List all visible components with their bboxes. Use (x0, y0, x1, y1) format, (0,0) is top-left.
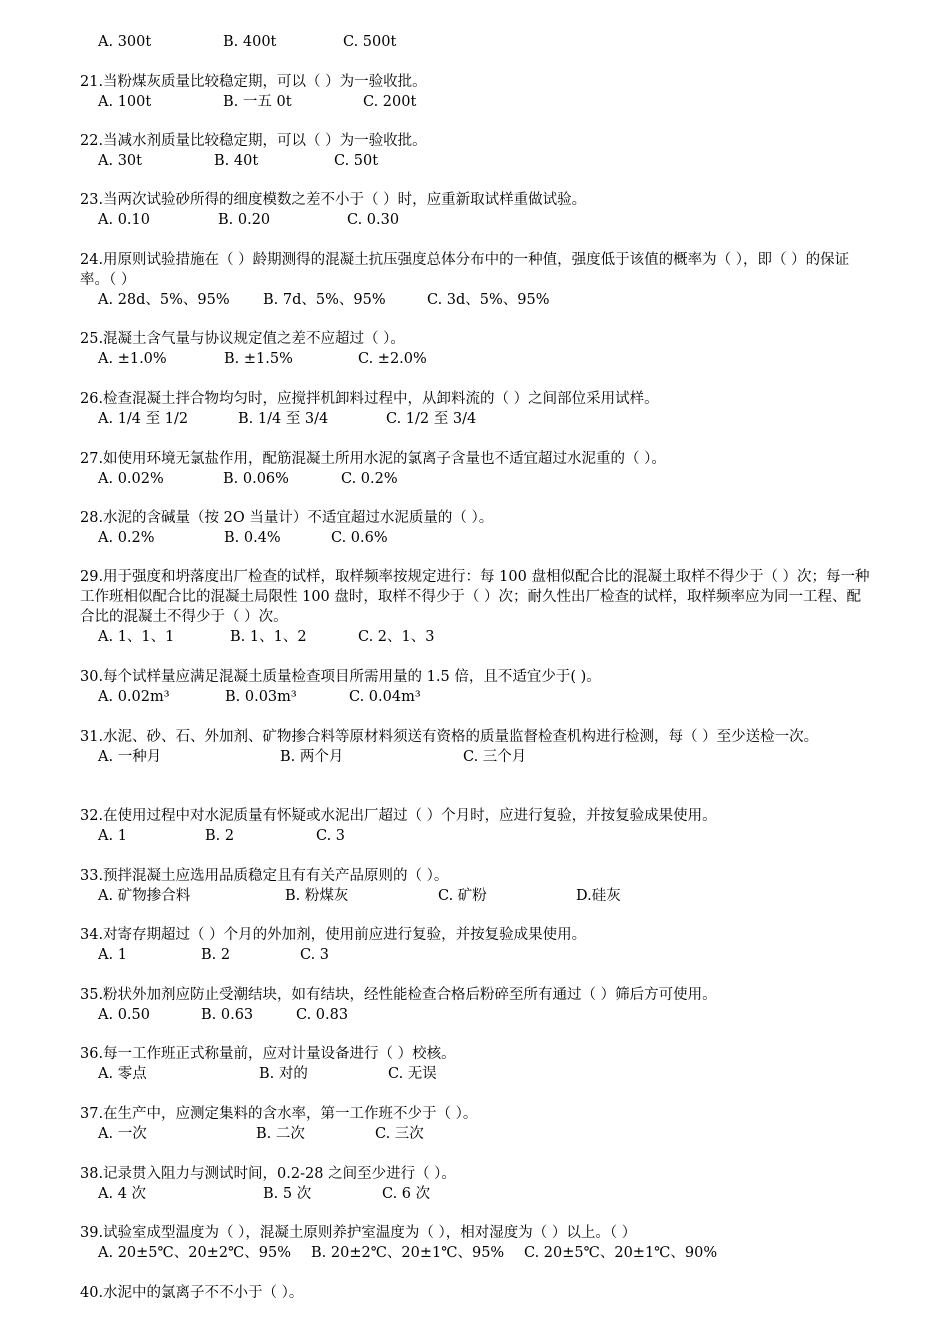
question-stem: 32.在使用过程中对水泥质量有怀疑或水泥出厂超过（ ）个月时，应进行复验，并按复验成果使用。 (80, 808, 717, 824)
question-q35 (80, 985, 875, 1025)
answer-options (80, 1243, 875, 1263)
answer-options (80, 290, 875, 310)
option-c: C. 3 (316, 828, 346, 844)
question-q36 (80, 1044, 875, 1084)
question-q27 (80, 449, 875, 489)
question-stem: 30.每个试样量应满足混凝土质量检查项目所需用量的 1.5 倍，且不适宜少于( )。 (80, 669, 601, 685)
question-stem: 33.预拌混凝土应选用品质稳定且有有关产品原则的（ ）。 (80, 868, 449, 884)
option-b: B. 40t (214, 153, 259, 169)
option-a: A. 一次 (98, 1126, 147, 1142)
option-a: A. 零点 (98, 1066, 147, 1082)
option-b: B. 0.4% (224, 530, 281, 546)
question-stem: 24.用原则试验措施在（ ）龄期测得的混凝土抗压强度总体分布中的一种值，强度低于该值的概率为（ ），即（ ）的保证率。（ ） (80, 252, 850, 288)
option-b: B. 对的 (259, 1066, 308, 1082)
option-c: C. ±2.0% (358, 351, 427, 367)
option-a: A. 20±5℃、20±2℃、95% (98, 1245, 292, 1261)
question-q21 (80, 72, 875, 112)
option-b: B. 两个月 (280, 749, 344, 765)
question-stem: 39.试验室成型温度为（ ），混凝土原则养护室温度为（ ），相对湿度为（ ）以上。（ ） (80, 1225, 637, 1241)
option-b: B. 1、1、2 (230, 629, 307, 645)
question-q29 (80, 567, 875, 647)
option-a: A. 0.02% (98, 471, 164, 487)
answer-options (80, 945, 875, 965)
question-q38 (80, 1164, 875, 1204)
answer-options (80, 409, 875, 429)
question-q37 (80, 1104, 875, 1144)
answer-options (80, 826, 875, 846)
option-c: C. 20±5℃、20±1℃、90% (524, 1245, 718, 1261)
question-stem: 29.用于强度和坍落度出厂检查的试样，取样频率按规定进行：每 100 盘相似配合比的混凝土取样不得少于（ ）次；每一种工作班相似配合比的混凝土局限性 100 盘时，取样不得少于（ ）次；耐久性出厂检查的试样，取样频率应为同一工程、配合比的混凝土不得少于（ ）次。 (80, 569, 870, 625)
question-q30 (80, 667, 875, 707)
option-a: A. 0.50 (98, 1007, 150, 1023)
option-c: C. 1/2 至 3/4 (386, 411, 477, 427)
option-b: B. 5 次 (263, 1186, 312, 1202)
option-c: C. 200t (363, 94, 417, 110)
option-b: B. 0.20 (218, 212, 271, 228)
question-stem: 23.当两次试验砂所得的细度模数之差不小于（ ）时，应重新取试样重做试验。 (80, 192, 587, 208)
answer-options (80, 210, 875, 230)
option-c: C. 500t (343, 34, 397, 50)
question-stem: 40.水泥中的氯离子不不小于（ ）。 (80, 1285, 304, 1301)
question-stem: 26.检查混凝土拌合物均匀时，应搅拌机卸料过程中，从卸料流的（ ）之间部位采用试样。 (80, 391, 659, 407)
option-b: B. 400t (223, 34, 277, 50)
option-c: C. 无误 (388, 1066, 437, 1082)
option-c: C. 矿粉 (438, 888, 487, 904)
question-q39 (80, 1223, 875, 1263)
answer-options (80, 747, 875, 767)
option-c: C. 0.30 (347, 212, 400, 228)
answer-options (80, 151, 875, 171)
option-a: A. 30t (98, 153, 142, 169)
option-c: C. 3d、5%、95% (427, 292, 550, 308)
question-q31 (80, 727, 875, 767)
answer-options (80, 528, 875, 548)
option-d: D.硅灰 (576, 888, 621, 904)
question-q23 (80, 190, 875, 230)
question-stem: 27.如使用环境无氯盐作用，配筋混凝土所用水泥的氯离子含量也不适宜超过水泥重的（ ）。 (80, 451, 666, 467)
option-b: B. 粉煤灰 (285, 888, 349, 904)
answer-options (80, 349, 875, 369)
option-c: C. 三个月 (463, 749, 527, 765)
option-c: C. 6 次 (382, 1186, 431, 1202)
option-b: B. 1/4 至 3/4 (238, 411, 329, 427)
answer-options (80, 1124, 875, 1144)
option-a: A. 1、1、1 (98, 629, 175, 645)
option-a: A. 28d、5%、95% (98, 292, 230, 308)
answer-options (80, 32, 875, 52)
question-stem: 34.对寄存期超过（ ）个月的外加剂，使用前应进行复验，并按复验成果使用。 (80, 927, 587, 943)
answer-options (80, 627, 875, 647)
answer-options (80, 1184, 875, 1204)
option-b: B. 0.03m³ (225, 689, 297, 705)
question-stem: 31.水泥、砂、石、外加剂、矿物掺合料等原材料须送有资格的质量监督检查机构进行检测，每（ ）至少送检一次。 (80, 729, 819, 745)
option-a: A. ±1.0% (98, 351, 167, 367)
option-b: B. 0.06% (223, 471, 289, 487)
option-c: C. 50t (334, 153, 379, 169)
question-q26 (80, 389, 875, 429)
option-b: B. 2 (205, 828, 235, 844)
question-stem: 25.混凝土含气量与协议规定值之差不应超过（ ）。 (80, 331, 405, 347)
question-stem: 38.记录贯入阻力与测试时间，0.2-28 之间至少进行（ ）。 (80, 1166, 456, 1182)
option-c: C. 3 (300, 947, 330, 963)
question-q22 (80, 131, 875, 171)
question-q28 (80, 508, 875, 548)
question-q24 (80, 250, 875, 310)
answer-options (80, 886, 875, 906)
question-stem: 36.每一工作班正式称量前，应对计量设备进行（ ）校核。 (80, 1046, 456, 1062)
option-a: A. 100t (98, 94, 152, 110)
option-a: A. 矿物掺合料 (98, 888, 191, 904)
question-q20-tail (80, 32, 875, 52)
question-stem: 22.当减水剂质量比较稳定期，可以（ ）为一验收批。 (80, 133, 427, 149)
option-a: A. 0.2% (98, 530, 155, 546)
question-stem: 35.粉状外加剂应防止受潮结块，如有结块，经性能检查合格后粉碎至所有通过（ ）筛后方可使用。 (80, 987, 717, 1003)
answer-options (80, 92, 875, 112)
option-b: B. 2 (201, 947, 231, 963)
option-b: B. ±1.5% (224, 351, 293, 367)
option-a: A. 300t (98, 34, 152, 50)
question-stem: 28.水泥的含碱量（按 2O 当量计）不适宜超过水泥质量的（ ）。 (80, 510, 494, 526)
answer-options (80, 687, 875, 707)
question-q34 (80, 925, 875, 965)
option-a: A. 1 (98, 828, 127, 844)
question-q32 (80, 806, 875, 846)
answer-options (80, 469, 875, 489)
option-c: C. 2、1、3 (358, 629, 435, 645)
option-c: C. 三次 (375, 1126, 424, 1142)
question-q33 (80, 866, 875, 906)
option-b: B. 二次 (256, 1126, 305, 1142)
option-b: B. 7d、5%、95% (263, 292, 386, 308)
question-q40 (80, 1283, 875, 1303)
option-a: A. 0.02m³ (98, 689, 170, 705)
option-c: C. 0.6% (331, 530, 388, 546)
option-a: A. 1 (98, 947, 127, 963)
option-c: C. 0.83 (296, 1007, 349, 1023)
answer-options (80, 1005, 875, 1025)
option-a: A. 4 次 (98, 1186, 147, 1202)
question-q25 (80, 329, 875, 369)
option-b: B. 一五 0t (223, 94, 292, 110)
answer-options (80, 1064, 875, 1084)
option-b: B. 20±2℃、20±1℃、95% (311, 1245, 505, 1261)
option-c: C. 0.04m³ (349, 689, 421, 705)
question-stem: 37.在生产中，应测定集料的含水率，第一工作班不少于（ ）。 (80, 1106, 478, 1122)
option-c: C. 0.2% (341, 471, 398, 487)
question-stem: 21.当粉煤灰质量比较稳定期，可以（ ）为一验收批。 (80, 74, 427, 90)
option-a: A. 1/4 至 1/2 (98, 411, 189, 427)
option-a: A. 0.10 (98, 212, 150, 228)
option-a: A. 一种月 (98, 749, 162, 765)
option-b: B. 0.63 (201, 1007, 254, 1023)
